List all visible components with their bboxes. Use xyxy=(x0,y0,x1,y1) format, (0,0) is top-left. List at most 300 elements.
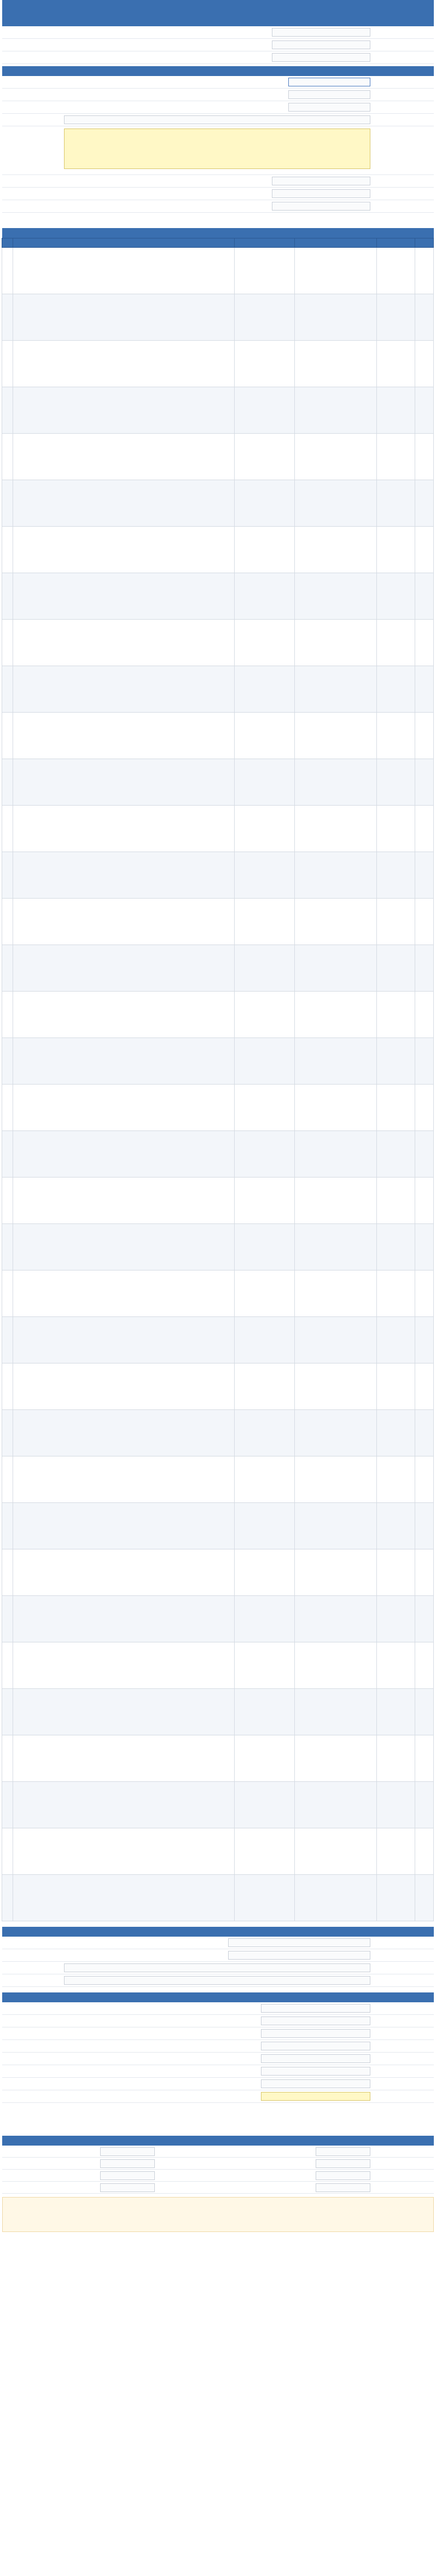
table-cell xyxy=(295,248,377,294)
table-cell xyxy=(13,1596,235,1642)
schedule-cell-value xyxy=(100,2183,155,2192)
table-cell xyxy=(13,1875,235,1921)
table-cell xyxy=(13,1503,235,1549)
table-cell xyxy=(235,1875,295,1921)
table-cell xyxy=(295,1735,377,1782)
table-cell xyxy=(415,713,434,759)
table-cell xyxy=(2,527,13,573)
table-cell xyxy=(2,1596,13,1642)
table-row xyxy=(2,1131,434,1178)
table-cell xyxy=(377,1131,415,1178)
table-cell xyxy=(415,248,434,294)
table-cell xyxy=(13,945,235,992)
finance-row xyxy=(2,2002,434,2015)
table-cell xyxy=(415,527,434,573)
table-cell xyxy=(295,713,377,759)
table-cell xyxy=(2,1828,13,1875)
table-cell xyxy=(2,1224,13,1270)
table-cell xyxy=(377,1735,415,1782)
table-cell xyxy=(235,1038,295,1085)
page-title xyxy=(2,0,434,26)
table-cell xyxy=(415,1642,434,1689)
table-cell xyxy=(13,1782,235,1828)
table-cell xyxy=(295,1224,377,1270)
table-row xyxy=(2,1038,434,1085)
table-cell xyxy=(2,945,13,992)
table-cell xyxy=(295,945,377,992)
type-row xyxy=(2,89,434,101)
table-cell xyxy=(415,1596,434,1642)
table-cell xyxy=(2,713,13,759)
table-row xyxy=(2,387,434,434)
general-row xyxy=(2,26,434,39)
table-cell xyxy=(235,852,295,899)
table-row xyxy=(2,1503,434,1549)
table-cell xyxy=(235,1735,295,1782)
table-cell xyxy=(2,480,13,527)
table-row xyxy=(2,294,434,341)
table-cell xyxy=(235,1131,295,1178)
table-cell xyxy=(13,1270,235,1317)
table-cell xyxy=(377,852,415,899)
table-cell xyxy=(2,1782,13,1828)
table-cell xyxy=(377,1456,415,1503)
table-cell xyxy=(13,806,235,852)
table-cell xyxy=(415,852,434,899)
table-cell xyxy=(13,527,235,573)
table-cell xyxy=(235,248,295,294)
table-cell xyxy=(415,480,434,527)
description-value xyxy=(64,129,370,169)
finance-note xyxy=(2,2103,434,2134)
table-cell xyxy=(377,294,415,341)
table-cell xyxy=(235,1178,295,1224)
table-row xyxy=(2,620,434,666)
org-row-value xyxy=(228,1951,370,1960)
schedule-cell xyxy=(218,2158,434,2170)
table-cell xyxy=(415,945,434,992)
table-row xyxy=(2,1549,434,1596)
finance-row-value xyxy=(261,2042,370,2050)
table-cell xyxy=(377,992,415,1038)
table-cell xyxy=(2,434,13,480)
date-row xyxy=(2,101,434,114)
table-cell xyxy=(415,1085,434,1131)
table-cell xyxy=(235,1317,295,1363)
general-row-value xyxy=(272,53,370,62)
table-cell xyxy=(295,1270,377,1317)
table-cell xyxy=(2,992,13,1038)
table-cell xyxy=(2,1085,13,1131)
table-cell xyxy=(235,1503,295,1549)
table-cell xyxy=(295,387,377,434)
table-cell xyxy=(295,573,377,620)
table-cell xyxy=(295,1689,377,1735)
table-cell xyxy=(295,1085,377,1131)
table-cell xyxy=(377,1085,415,1131)
table-cell xyxy=(415,666,434,713)
table-cell xyxy=(13,1735,235,1782)
table-cell xyxy=(415,620,434,666)
table-row xyxy=(2,945,434,992)
finance-row-value xyxy=(261,2054,370,2063)
table-cell xyxy=(235,666,295,713)
footer-note xyxy=(2,2197,434,2232)
table-cell xyxy=(377,1224,415,1270)
table-cell xyxy=(377,945,415,992)
table-cell xyxy=(295,899,377,945)
table-cell xyxy=(295,666,377,713)
table-cell xyxy=(235,1456,295,1503)
table-row xyxy=(2,527,434,573)
group-row xyxy=(2,200,434,213)
table-cell xyxy=(415,387,434,434)
table-cell xyxy=(13,1317,235,1363)
schedule-cell-value xyxy=(316,2183,370,2192)
table-cell xyxy=(295,1317,377,1363)
schedule-cell xyxy=(218,2182,434,2194)
general-rows xyxy=(2,26,434,64)
table-row xyxy=(2,1456,434,1503)
table-cell xyxy=(235,1270,295,1317)
items-section-header xyxy=(2,228,434,238)
table-cell xyxy=(235,480,295,527)
schedule-cell xyxy=(2,2146,218,2158)
table-cell xyxy=(295,1828,377,1875)
table-cell xyxy=(415,1410,434,1456)
table-cell xyxy=(235,806,295,852)
org-row-value xyxy=(64,1963,370,1972)
org-row-value xyxy=(228,1938,370,1947)
general-row xyxy=(2,39,434,51)
table-cell xyxy=(415,1317,434,1363)
table-cell xyxy=(415,1178,434,1224)
table-cell xyxy=(235,573,295,620)
table-row xyxy=(2,248,434,294)
table-cell xyxy=(235,387,295,434)
type-value xyxy=(288,90,370,99)
schedule-cell xyxy=(218,2170,434,2182)
general-row-value xyxy=(272,40,370,49)
table-row xyxy=(2,666,434,713)
items-table xyxy=(2,238,434,1921)
table-cell xyxy=(13,666,235,713)
table-cell xyxy=(13,1038,235,1085)
schedule-cell xyxy=(2,2170,218,2182)
table-cell xyxy=(2,1875,13,1921)
finance-section-header xyxy=(2,1992,434,2002)
table-cell xyxy=(13,294,235,341)
table-cell xyxy=(295,1549,377,1596)
column-header xyxy=(415,238,434,248)
table-cell xyxy=(2,1410,13,1456)
place-value xyxy=(272,177,370,185)
table-cell xyxy=(415,1456,434,1503)
tag-row xyxy=(2,188,434,200)
table-row xyxy=(2,1410,434,1456)
table-cell xyxy=(13,620,235,666)
table-cell xyxy=(13,759,235,806)
table-cell xyxy=(13,1363,235,1410)
table-cell xyxy=(415,294,434,341)
table-cell xyxy=(377,1875,415,1921)
table-cell xyxy=(377,1317,415,1363)
column-header xyxy=(2,238,13,248)
table-cell xyxy=(415,1735,434,1782)
table-cell xyxy=(2,852,13,899)
table-cell xyxy=(295,1456,377,1503)
finance-row-value xyxy=(261,2004,370,2013)
table-cell xyxy=(415,1782,434,1828)
tag-value xyxy=(272,189,370,198)
table-cell xyxy=(13,1131,235,1178)
table-cell xyxy=(377,620,415,666)
table-cell xyxy=(415,1875,434,1921)
table-cell xyxy=(2,620,13,666)
table-cell xyxy=(13,1456,235,1503)
table-row xyxy=(2,434,434,480)
table-cell xyxy=(377,1642,415,1689)
table-row xyxy=(2,1642,434,1689)
table-cell xyxy=(13,387,235,434)
table-cell xyxy=(2,341,13,387)
table-cell xyxy=(295,1038,377,1085)
table-cell xyxy=(13,852,235,899)
table-cell xyxy=(295,759,377,806)
table-cell xyxy=(377,527,415,573)
table-cell xyxy=(235,294,295,341)
table-cell xyxy=(235,1085,295,1131)
table-cell xyxy=(415,1131,434,1178)
items-body xyxy=(2,248,434,1921)
amount-row xyxy=(2,2090,434,2103)
table-cell xyxy=(377,573,415,620)
amount-value xyxy=(261,2092,370,2101)
table-cell xyxy=(13,248,235,294)
table-cell xyxy=(415,1503,434,1549)
table-row xyxy=(2,1596,434,1642)
table-cell xyxy=(235,899,295,945)
table-cell xyxy=(415,992,434,1038)
table-cell xyxy=(2,387,13,434)
place-row xyxy=(2,175,434,188)
schedule-cell-value xyxy=(100,2147,155,2156)
table-cell xyxy=(415,1038,434,1085)
schedule-cell-value xyxy=(316,2147,370,2156)
table-cell xyxy=(295,341,377,387)
table-cell xyxy=(377,1689,415,1735)
table-row xyxy=(2,1875,434,1921)
schedule-section-header xyxy=(2,2136,434,2146)
column-header xyxy=(377,238,415,248)
general-note xyxy=(2,213,434,226)
table-row xyxy=(2,1178,434,1224)
table-cell xyxy=(415,1828,434,1875)
table-row xyxy=(2,1317,434,1363)
schedule-cell-value xyxy=(316,2171,370,2180)
table-cell xyxy=(295,434,377,480)
org-row xyxy=(2,1962,434,1974)
table-cell xyxy=(13,899,235,945)
page xyxy=(2,0,434,2232)
table-row xyxy=(2,1224,434,1270)
table-cell xyxy=(2,294,13,341)
table-cell xyxy=(235,1410,295,1456)
column-header xyxy=(13,238,235,248)
table-cell xyxy=(13,1828,235,1875)
finance-row xyxy=(2,2078,434,2090)
table-cell xyxy=(295,1642,377,1689)
schedule-cell xyxy=(218,2146,434,2158)
table-cell xyxy=(295,1131,377,1178)
table-row xyxy=(2,713,434,759)
table-cell xyxy=(235,1596,295,1642)
table-cell xyxy=(235,759,295,806)
table-cell xyxy=(13,1549,235,1596)
table-cell xyxy=(377,899,415,945)
table-cell xyxy=(235,1549,295,1596)
org-row-value xyxy=(64,1976,370,1985)
finance-row-value xyxy=(261,2067,370,2076)
general-row xyxy=(2,51,434,64)
table-cell xyxy=(295,852,377,899)
org-row xyxy=(2,1937,434,1949)
column-header xyxy=(295,238,377,248)
org-row xyxy=(2,1974,434,1987)
table-cell xyxy=(295,527,377,573)
table-cell xyxy=(295,1410,377,1456)
table-cell xyxy=(377,248,415,294)
table-cell xyxy=(377,1178,415,1224)
table-cell xyxy=(295,1363,377,1410)
table-cell xyxy=(2,806,13,852)
table-cell xyxy=(377,759,415,806)
table-cell xyxy=(377,1270,415,1317)
table-cell xyxy=(377,806,415,852)
table-cell xyxy=(415,759,434,806)
table-cell xyxy=(295,1178,377,1224)
table-cell xyxy=(2,666,13,713)
table-row xyxy=(2,899,434,945)
table-cell xyxy=(295,480,377,527)
general-section-header xyxy=(2,66,434,76)
table-cell xyxy=(13,434,235,480)
table-cell xyxy=(377,1596,415,1642)
table-cell xyxy=(2,1317,13,1363)
table-cell xyxy=(235,1828,295,1875)
table-cell xyxy=(235,620,295,666)
table-row xyxy=(2,852,434,899)
schedule-cell xyxy=(2,2158,218,2170)
table-cell xyxy=(13,1178,235,1224)
finance-row xyxy=(2,2015,434,2027)
table-cell xyxy=(2,248,13,294)
table-cell xyxy=(295,1782,377,1828)
table-cell xyxy=(377,1410,415,1456)
table-cell xyxy=(2,1642,13,1689)
group-value xyxy=(272,202,370,211)
table-cell xyxy=(235,1224,295,1270)
number-value xyxy=(288,78,370,86)
table-cell xyxy=(295,1503,377,1549)
schedule-grid xyxy=(2,2146,434,2194)
table-cell xyxy=(415,1549,434,1596)
table-cell xyxy=(235,1363,295,1410)
finance-row xyxy=(2,2027,434,2040)
table-cell xyxy=(377,1038,415,1085)
table-cell xyxy=(377,713,415,759)
table-cell xyxy=(235,713,295,759)
table-cell xyxy=(235,1642,295,1689)
table-cell xyxy=(295,1596,377,1642)
finance-row xyxy=(2,2040,434,2053)
table-row xyxy=(2,573,434,620)
table-cell xyxy=(2,1689,13,1735)
table-cell xyxy=(377,434,415,480)
table-row xyxy=(2,992,434,1038)
table-row xyxy=(2,480,434,527)
org-row xyxy=(2,1949,434,1962)
table-cell xyxy=(415,899,434,945)
table-cell xyxy=(377,480,415,527)
table-cell xyxy=(2,1735,13,1782)
description-row xyxy=(2,126,434,175)
table-cell xyxy=(235,434,295,480)
date-value xyxy=(288,103,370,112)
finance-row xyxy=(2,2065,434,2078)
table-cell xyxy=(2,573,13,620)
table-cell xyxy=(2,759,13,806)
schedule-cell-value xyxy=(100,2171,155,2180)
table-cell xyxy=(2,1178,13,1224)
table-cell xyxy=(415,341,434,387)
table-cell xyxy=(13,1410,235,1456)
table-cell xyxy=(13,1642,235,1689)
table-row xyxy=(2,759,434,806)
table-cell xyxy=(415,1270,434,1317)
finance-row-value xyxy=(261,2016,370,2025)
table-row xyxy=(2,1689,434,1735)
table-cell xyxy=(13,1224,235,1270)
table-cell xyxy=(2,1503,13,1549)
table-cell xyxy=(13,1689,235,1735)
table-cell xyxy=(2,1131,13,1178)
table-cell xyxy=(415,1224,434,1270)
schedule-cell-value xyxy=(316,2159,370,2168)
table-row xyxy=(2,1363,434,1410)
table-cell xyxy=(2,1038,13,1085)
table-row xyxy=(2,1085,434,1131)
table-row xyxy=(2,1782,434,1828)
table-row xyxy=(2,341,434,387)
table-cell xyxy=(377,1828,415,1875)
general-row-value xyxy=(272,28,370,37)
table-cell xyxy=(235,1689,295,1735)
table-cell xyxy=(295,1875,377,1921)
table-cell xyxy=(2,1456,13,1503)
table-cell xyxy=(415,573,434,620)
table-row xyxy=(2,806,434,852)
table-cell xyxy=(13,1085,235,1131)
table-cell xyxy=(377,341,415,387)
number-row xyxy=(2,76,434,89)
table-cell xyxy=(415,1363,434,1410)
table-cell xyxy=(235,945,295,992)
table-cell xyxy=(2,1363,13,1410)
table-cell xyxy=(13,341,235,387)
table-cell xyxy=(2,899,13,945)
table-cell xyxy=(13,992,235,1038)
